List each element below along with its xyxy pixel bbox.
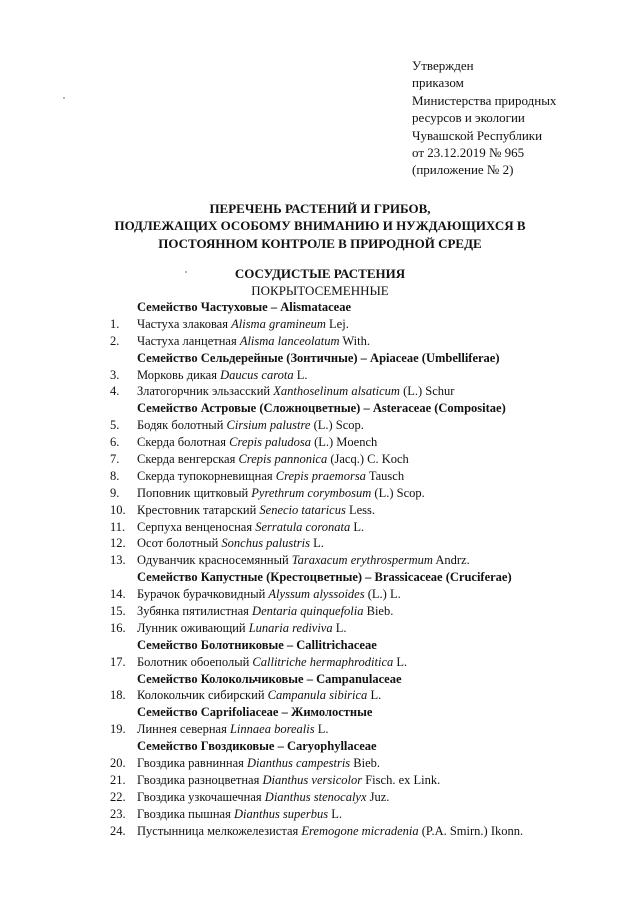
russian-name: Гвоздика узкочашечная: [137, 789, 262, 804]
title-line: ПЕРЕЧЕНЬ РАСТЕНИЙ И ГРИБОВ,: [209, 201, 431, 216]
entry-number: 6.: [110, 435, 120, 450]
author-citation: (L.) Scop.: [374, 485, 425, 500]
latin-name: Linnaea borealis: [229, 722, 315, 737]
latin-name: Crepis praemorsa: [275, 468, 366, 483]
author-citation: (L.) Moench: [314, 435, 378, 450]
scan-speck: [63, 97, 65, 99]
plant-entry: [110, 502, 610, 519]
latin-name: Xanthoselinum alsaticum: [273, 384, 400, 399]
author-citation: L.: [396, 654, 408, 669]
russian-name: Скерда болотная: [137, 435, 226, 450]
approval-line: приказом: [412, 75, 464, 91]
plant-entry: [110, 806, 610, 823]
entry-text: [137, 586, 401, 603]
entry-number: 13.: [110, 553, 126, 568]
latin-name: Dentaria quinquefolia: [252, 604, 364, 619]
plant-entry: [110, 552, 610, 569]
entry-text: [137, 535, 324, 552]
author-citation: L.: [313, 536, 324, 551]
latin-name: Alisma lanceolatum: [239, 333, 340, 348]
russian-name: Серпуха венценосная: [137, 519, 253, 534]
entry-text: [137, 502, 375, 519]
entry-number: 9.: [110, 485, 120, 500]
plant-entry: [110, 620, 610, 637]
latin-name: Serratula coronata: [255, 519, 351, 534]
author-citation: Andrz.: [435, 553, 470, 568]
section-heading: СОСУДИСТЫЕ РАСТЕНИЯ: [234, 266, 406, 281]
author-citation: Less.: [348, 502, 376, 517]
author-citation: L.: [296, 367, 308, 382]
family-heading: Семейство Сельдерейные (Зонтичные) – Apiaceae (Umbelliferae): [137, 350, 500, 365]
russian-name: Златогорчник эльзасский: [137, 384, 271, 399]
plant-entry: [110, 333, 610, 350]
author-citation: L.: [370, 688, 382, 703]
plant-entry: [110, 789, 610, 806]
entry-text: [137, 383, 454, 400]
entry-number: 20.: [110, 756, 126, 771]
author-citation: Fisch. ex Link.: [365, 772, 441, 787]
author-citation: (L.) Schur: [403, 384, 455, 399]
entry-text: [137, 434, 377, 451]
russian-name: Поповник щитковый: [137, 485, 249, 500]
entry-text: [137, 721, 328, 738]
title-line: ПОДЛЕЖАЩИХ ОСОБОМУ ВНИМАНИЮ И НУЖДАЮЩИХСЯ В: [114, 218, 526, 234]
author-citation: L.: [317, 722, 329, 737]
russian-name: Гвоздика равнинная: [137, 756, 244, 771]
family-heading: Семейство Астровые (Сложноцветные) – Asteraceae (Compositae): [137, 401, 506, 416]
family-heading: Семейство Гвоздиковые – Caryophyllaceae: [137, 739, 377, 754]
latin-name: Dianthus campestris: [247, 756, 351, 771]
approval-line: от 23.12.2019 № 965: [412, 145, 525, 161]
entry-text: [137, 603, 393, 620]
entry-text: [137, 333, 370, 350]
entry-text: [137, 316, 349, 333]
russian-name: Гвоздика пышная: [137, 806, 231, 821]
approval-line: Утвержден: [412, 58, 474, 73]
entry-text: [137, 823, 523, 840]
plant-list: [110, 299, 610, 840]
russian-name: Частуха ланцетная: [137, 333, 237, 348]
entry-number: 22.: [110, 789, 126, 804]
entry-number: 14.: [110, 587, 126, 602]
entry-number: 21.: [110, 772, 126, 787]
section-header: [60, 265, 580, 299]
entry-number: 17.: [110, 654, 126, 669]
latin-name: Senecio tataricus: [259, 502, 346, 517]
entry-text: [137, 451, 409, 468]
latin-name: Lunaria rediviva: [248, 620, 333, 635]
plant-entry: [110, 755, 610, 772]
entry-number: 5.: [110, 418, 120, 433]
plant-entry: [110, 383, 610, 400]
entry-text: [137, 519, 364, 536]
latin-name: Crepis pannonica: [238, 452, 328, 467]
author-citation: With.: [342, 333, 370, 348]
entry-text: [137, 367, 307, 384]
latin-name: Sonchus palustris: [221, 536, 310, 551]
plant-entry: [110, 586, 610, 603]
plant-entry: [110, 772, 610, 789]
plant-entry: [110, 654, 610, 671]
plant-entry: [110, 367, 610, 384]
latin-name: Callitriche hermaphroditica: [252, 654, 394, 669]
entry-number: 8.: [110, 468, 120, 483]
entry-number: 11.: [110, 519, 126, 534]
russian-name: Скерда венгерская: [137, 452, 236, 467]
russian-name: Колокольчик сибирский: [137, 688, 265, 703]
latin-name: Eremogone micradenia: [301, 823, 419, 838]
author-citation: (L.) Scop.: [313, 418, 364, 433]
document-title: [60, 200, 580, 252]
plant-entry: [110, 485, 610, 502]
entry-number: 15.: [110, 604, 126, 619]
scan-speck: [185, 271, 187, 273]
russian-name: Зубянка пятилистная: [137, 604, 249, 619]
author-citation: Tausch: [368, 468, 405, 483]
entry-text: [137, 772, 440, 789]
russian-name: Бодяк болотный: [137, 418, 224, 433]
plant-entry: [110, 316, 610, 333]
entry-number: 10.: [110, 502, 126, 517]
latin-name: Alisma gramineum: [231, 316, 326, 331]
plant-entry: [110, 417, 610, 434]
family-heading: Семейство Болотниковые – Callitrichaceae: [137, 637, 377, 652]
entry-number: 23.: [110, 806, 126, 821]
plant-entry: [110, 434, 610, 451]
entry-text: [137, 687, 381, 704]
latin-name: Taraxacum erythrospermum: [291, 553, 433, 568]
russian-name: Частуха злаковая: [137, 316, 228, 331]
latin-name: Cirsium palustre: [226, 418, 311, 433]
entry-number: 16.: [110, 620, 126, 635]
author-citation: (Jacq.) C. Koch: [330, 452, 409, 467]
latin-name: Crepis paludosa: [229, 435, 311, 450]
approval-line: ресурсов и экологии: [412, 110, 525, 126]
entry-text: [137, 806, 342, 823]
plant-entry: [110, 687, 610, 704]
plant-entry: [110, 823, 610, 840]
author-citation: L.: [335, 620, 347, 635]
approval-line: Чувашской Республики: [412, 127, 543, 143]
approval-line: (приложение № 2): [412, 162, 514, 178]
entry-text: [137, 620, 347, 637]
family-heading: Семейство Частуховые – Alismataceae: [137, 300, 351, 314]
russian-name: Одуванчик красносемянный: [137, 553, 289, 568]
author-citation: L.: [331, 806, 342, 821]
entry-text: [137, 468, 404, 485]
entry-text: [137, 755, 380, 772]
author-citation: Bieb.: [353, 756, 381, 771]
author-citation: Lej.: [329, 316, 349, 331]
entry-text: [137, 654, 407, 671]
latin-name: Alyssum alyssoides: [268, 587, 365, 602]
russian-name: Морковь дикая: [137, 367, 217, 382]
author-citation: L.: [353, 519, 365, 534]
entry-number: 3.: [110, 367, 120, 382]
russian-name: Лунник оживающий: [137, 620, 246, 635]
entry-number: 4.: [110, 384, 120, 399]
entry-number: 2.: [110, 333, 120, 348]
latin-name: Daucus carota: [220, 367, 294, 382]
family-heading: Семейство Caprifoliaceae – Жимолостные: [137, 705, 373, 720]
approval-line: Министерства природных: [412, 92, 557, 108]
latin-name: Dianthus versicolor: [262, 772, 363, 787]
latin-name: Dianthus superbus: [233, 806, 329, 821]
russian-name: Линнея северная: [137, 722, 227, 737]
entry-text: [137, 485, 425, 502]
entry-text: [137, 417, 364, 434]
entry-number: 12.: [110, 536, 126, 551]
plant-entry: [110, 468, 610, 485]
author-citation: Juz.: [369, 789, 390, 804]
russian-name: Гвоздика разноцветная: [137, 772, 260, 787]
family-heading: Семейство Колокольчиковые – Campanulaceae: [137, 671, 402, 686]
russian-name: Пустынница мелкожелезистая: [137, 823, 299, 838]
entry-number: 19.: [110, 722, 126, 737]
plant-entry: [110, 519, 610, 536]
family-heading: Семейство Капустные (Крестоцветные) – Brassicaceae (Cruciferae): [137, 570, 512, 585]
entry-text: [137, 789, 389, 806]
author-citation: Bieb.: [366, 604, 394, 619]
plant-entry: [110, 451, 610, 468]
russian-name: Бурачок бурачковидный: [137, 587, 266, 602]
approval-stamp: [412, 57, 612, 179]
entry-text: [137, 552, 470, 569]
plant-entry: [110, 721, 610, 738]
entry-number: 18.: [110, 688, 126, 703]
russian-name: Болотник обоеполый: [137, 654, 250, 669]
latin-name: Pyrethrum corymbosum: [251, 485, 372, 500]
author-citation: (P.A. Smirn.) Ikonn.: [421, 823, 524, 838]
title-line: ПОСТОЯННОМ КОНТРОЛЕ В ПРИРОДНОЙ СРЕДЕ: [158, 235, 482, 251]
plant-entry: [110, 603, 610, 620]
russian-name: Крестовник татарский: [137, 502, 257, 517]
entry-number: 7.: [110, 452, 120, 467]
russian-name: Скерда тупокорневищная: [137, 468, 273, 483]
entry-number: 1.: [110, 316, 120, 331]
plant-entry: [110, 535, 610, 552]
latin-name: Dianthus stenocalyx: [264, 789, 367, 804]
russian-name: Осот болотный: [137, 536, 219, 551]
entry-number: 24.: [110, 823, 126, 838]
section-subheading: ПОКРЫТОСЕМЕННЫЕ: [251, 283, 389, 298]
latin-name: Campanula sibirica: [267, 688, 368, 703]
author-citation: (L.) L.: [367, 587, 401, 602]
